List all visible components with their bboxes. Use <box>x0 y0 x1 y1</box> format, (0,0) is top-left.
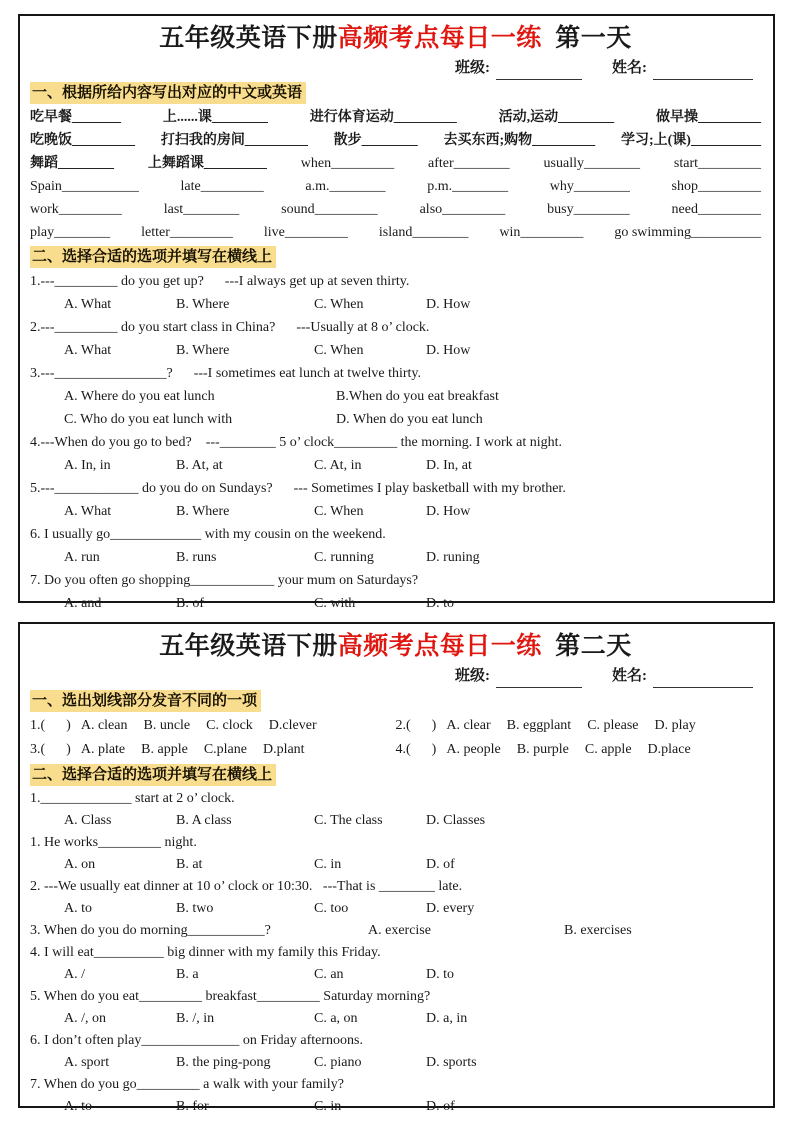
question-7 <box>30 569 761 615</box>
vocab-term: p.m.________ <box>427 179 509 194</box>
phonics-item-1 <box>30 714 396 738</box>
options-row <box>30 898 761 920</box>
option-item: D. runing <box>426 550 480 565</box>
vocab-row <box>30 198 761 221</box>
option-item: D. How <box>426 343 471 358</box>
option-item: B. of <box>176 596 204 611</box>
option-item: C. When <box>314 297 364 312</box>
vocab-term: island________ <box>378 225 469 240</box>
option-item: D. In, at <box>426 458 472 473</box>
question-stem: 7. Do you often go shopping____________ your mum on Saturdays? <box>30 573 419 588</box>
option-item: C. At, in <box>314 458 362 473</box>
question-stem: 1. He works_________ night. <box>30 835 197 850</box>
option-item: D. of <box>426 1099 455 1114</box>
question-7 <box>30 1074 761 1118</box>
section1-heading: 一、根据所给内容写出对应的中文或英语 <box>30 82 306 104</box>
question-stem: 6. I usually go_____________ with my cousin on the weekend. <box>30 527 386 542</box>
class-name-row <box>30 56 761 80</box>
option-item: C. When <box>314 504 364 519</box>
vocab-term: shop_________ <box>671 179 761 194</box>
section2-heading: 二、选择合适的选项并填写在横线上 <box>30 246 276 268</box>
option-item: B. a <box>176 967 199 982</box>
vocab-term: late_________ <box>180 179 264 194</box>
question-stem: 6. I don’t often play______________ on Friday afternoons. <box>30 1033 363 1048</box>
option-item: A. What <box>64 297 112 312</box>
class-field[interactable] <box>496 670 582 688</box>
question-stem: 5. When do you eat_________ breakfast_________ Saturday morning? <box>30 989 431 1004</box>
vocab-term: why________ <box>549 179 630 194</box>
title-part-black1: 五年级英语下册 <box>159 633 338 660</box>
option-item: A. What <box>64 504 112 519</box>
option-item: C. in <box>314 857 342 872</box>
vocab-row <box>30 175 761 198</box>
question-2 <box>30 316 761 362</box>
option-item: C. clock <box>206 718 253 733</box>
option-item: D. to <box>426 967 454 982</box>
question-stem: 3.---________________? ---I sometimes eat lunch at twelve thirty. <box>30 366 421 381</box>
options-row <box>30 454 761 477</box>
title-part-red: 高频考点每日一练 <box>337 25 542 52</box>
option-item: C. Who do you eat lunch with <box>64 412 233 427</box>
page-title <box>30 630 761 664</box>
option-item: C. The class <box>314 813 383 828</box>
option-item: B. the ping-pong <box>176 1055 271 1070</box>
option-item: B. for <box>176 1099 209 1114</box>
vocab-term: 舞蹈________ <box>30 156 114 171</box>
question-1b <box>30 832 761 876</box>
option-item: B. exercises <box>564 923 632 938</box>
title-part-red: 高频考点每日一练 <box>337 633 542 660</box>
option-item: D. every <box>426 901 475 916</box>
options-row <box>30 293 761 316</box>
vocab-term: 进行体育运动_________ <box>309 110 457 125</box>
option-item: D. sports <box>426 1055 477 1070</box>
option-item: A. / <box>64 967 85 982</box>
option-item: D. When do you eat lunch <box>336 412 483 427</box>
option-item: C. an <box>314 967 344 982</box>
option-item: A. sport <box>64 1055 110 1070</box>
option-item: C. a, on <box>314 1011 358 1026</box>
vocab-term: need_________ <box>671 202 761 217</box>
question-stem: 4. I will eat__________ big dinner with my family this Friday. <box>30 945 381 960</box>
options-row <box>30 854 761 876</box>
vocab-term: 上舞蹈课_________ <box>147 156 267 171</box>
page-title <box>30 22 761 56</box>
option-item: D. play <box>654 718 696 733</box>
option-item: A. people <box>446 742 501 757</box>
question-stem: 7. When do you go_________ a walk with your family? <box>30 1077 344 1092</box>
options-row <box>30 964 761 986</box>
options-row <box>30 385 761 431</box>
vocab-term: when_________ <box>300 156 395 171</box>
name-field[interactable] <box>653 670 753 688</box>
vocab-term: 打扫我的房间_________ <box>160 133 308 148</box>
options-row <box>30 339 761 362</box>
vocab-term: 做早操_________ <box>656 110 761 125</box>
option-item: B. At, at <box>176 458 223 473</box>
question-stem: 1.---_________ do you get up? ---I always get up at seven thirty. <box>30 274 410 289</box>
question-stem: 3. When do you do morning___________? <box>30 923 271 938</box>
class-field[interactable] <box>496 62 582 80</box>
worksheet-page-day1 <box>18 14 775 611</box>
options-row <box>30 546 761 569</box>
option-item: B. apple <box>141 742 188 757</box>
option-item: B.When do you eat breakfast <box>336 389 499 404</box>
vocab-term: work_________ <box>30 202 122 217</box>
vocab-row <box>30 106 761 129</box>
option-item: B. Where <box>176 297 230 312</box>
vocab-term: sound_________ <box>281 202 378 217</box>
option-item: A. Class <box>64 813 112 828</box>
vocab-term: start_________ <box>673 156 761 171</box>
option-item: D.clever <box>268 718 317 733</box>
section2-heading: 二、选择合适的选项并填写在横线上 <box>30 764 276 786</box>
options-row <box>30 1096 761 1118</box>
phonics-row <box>30 714 761 738</box>
question-4 <box>30 431 761 477</box>
question-stem: 5.---____________ do you do on Sundays? --- Sometimes I play basketball with my brother. <box>30 481 566 496</box>
option-item: A. to <box>64 901 92 916</box>
vocab-term: 散步________ <box>333 133 418 148</box>
class-label: 班级: <box>455 60 490 76</box>
title-part-black2: 第二天 <box>541 633 632 660</box>
option-item: B. Where <box>176 343 230 358</box>
option-item: B. A class <box>176 813 232 828</box>
option-item: D. to <box>426 596 454 611</box>
options-row <box>30 500 761 523</box>
option-item: D. of <box>426 857 455 872</box>
option-item: A. on <box>64 857 96 872</box>
class-name-row <box>30 664 761 688</box>
vocab-term: letter_________ <box>141 225 233 240</box>
option-item: D.place <box>647 742 691 757</box>
name-label: 姓名: <box>612 60 647 76</box>
option-item: A. plate <box>80 742 126 757</box>
question-stem: 4.---When do you go to bed? ---________ 5 o’ clock_________ the morning. I work at night. <box>30 435 563 450</box>
phonics-item-4 <box>396 738 762 762</box>
vocab-term: 学习;上(课)__________ <box>620 133 761 148</box>
phonics-item-2 <box>396 714 762 738</box>
option-item: A. In, in <box>64 458 111 473</box>
phonics-number: 1.( ) <box>30 718 71 733</box>
vocab-term: after________ <box>428 156 510 171</box>
option-item: C. apple <box>584 742 632 757</box>
phonics-number: 3.( ) <box>30 742 71 757</box>
question-5 <box>30 477 761 523</box>
vocab-term: usually________ <box>543 156 640 171</box>
question-1 <box>30 270 761 316</box>
option-item: B. eggplant <box>506 718 572 733</box>
vocab-term: live_________ <box>263 225 348 240</box>
option-item: C. running <box>314 550 374 565</box>
option-item: C.plane <box>203 742 247 757</box>
option-item: C. piano <box>314 1055 362 1070</box>
options-row <box>30 810 761 832</box>
option-item: A. run <box>64 550 100 565</box>
option-item: C. please <box>587 718 639 733</box>
vocab-term: 吃晚饭_________ <box>30 133 135 148</box>
vocab-term: 吃早餐_______ <box>30 110 121 125</box>
option-item: B. two <box>176 901 214 916</box>
question-2 <box>30 876 761 920</box>
option-item: D. Classes <box>426 813 486 828</box>
question-6 <box>30 1030 761 1074</box>
question-3 <box>30 920 761 942</box>
option-item: A. /, on <box>64 1011 106 1026</box>
options-row <box>30 592 761 615</box>
option-item: B. runs <box>176 550 217 565</box>
vocab-term: play________ <box>30 225 111 240</box>
question-5 <box>30 986 761 1030</box>
title-part-black2: 第一天 <box>541 25 632 52</box>
vocab-term: go swimming__________ <box>614 225 761 240</box>
question-4 <box>30 942 761 986</box>
option-item: D. How <box>426 504 471 519</box>
option-item: B. purple <box>516 742 569 757</box>
options-row <box>30 1052 761 1074</box>
phonics-item-3 <box>30 738 396 762</box>
vocab-row <box>30 129 761 152</box>
phonics-number: 4.( ) <box>395 742 437 757</box>
class-label: 班级: <box>455 668 490 684</box>
vocab-term: last________ <box>163 202 240 217</box>
worksheet-page-day2 <box>18 622 775 1114</box>
option-item: D. a, in <box>426 1011 468 1026</box>
vocab-term: 上......课________ <box>162 110 268 125</box>
option-item: C. in <box>314 1099 342 1114</box>
phonics-row <box>30 738 761 762</box>
option-item: A. exercise <box>368 923 431 938</box>
section1-heading: 一、选出划线部分发音不同的一项 <box>30 690 261 712</box>
option-item: C. too <box>314 901 349 916</box>
vocab-term: 活动,运动________ <box>498 110 615 125</box>
option-item: A. and <box>64 596 102 611</box>
title-part-black1: 五年级英语下册 <box>159 25 338 52</box>
option-item: D. How <box>426 297 471 312</box>
question-stem: 2. ---We usually eat dinner at 10 o’ clock or 10:30. ---That is ________ late. <box>30 879 463 894</box>
vocab-term: a.m.________ <box>305 179 386 194</box>
question-stem: 1._____________ start at 2 o’ clock. <box>30 791 235 806</box>
option-item: A. clear <box>446 718 491 733</box>
option-item: C. with <box>314 596 356 611</box>
option-item: D.plant <box>262 742 305 757</box>
vocab-term: also_________ <box>419 202 506 217</box>
vocab-term: win_________ <box>499 225 584 240</box>
name-field[interactable] <box>653 62 753 80</box>
vocab-row <box>30 152 761 175</box>
option-item: A. to <box>64 1099 92 1114</box>
option-item: A. clean <box>80 718 128 733</box>
options-row <box>30 1008 761 1030</box>
option-item: B. Where <box>176 504 230 519</box>
option-item: A. Where do you eat lunch <box>64 389 215 404</box>
option-item: A. What <box>64 343 112 358</box>
phonics-number: 2.( ) <box>395 718 437 733</box>
vocab-term: busy________ <box>547 202 630 217</box>
option-item: B. at <box>176 857 203 872</box>
vocab-term: Spain___________ <box>30 179 139 194</box>
question-stem: 2.---_________ do you start class in China? ---Usually at 8 o’ clock. <box>30 320 430 335</box>
option-item: B. /, in <box>176 1011 215 1026</box>
option-item: B. uncle <box>143 718 191 733</box>
vocab-row <box>30 221 761 244</box>
name-label: 姓名: <box>612 668 647 684</box>
question-3 <box>30 362 761 431</box>
option-item: C. When <box>314 343 364 358</box>
question-1 <box>30 788 761 832</box>
question-6 <box>30 523 761 569</box>
vocab-term: 去买东西;购物_________ <box>443 133 596 148</box>
